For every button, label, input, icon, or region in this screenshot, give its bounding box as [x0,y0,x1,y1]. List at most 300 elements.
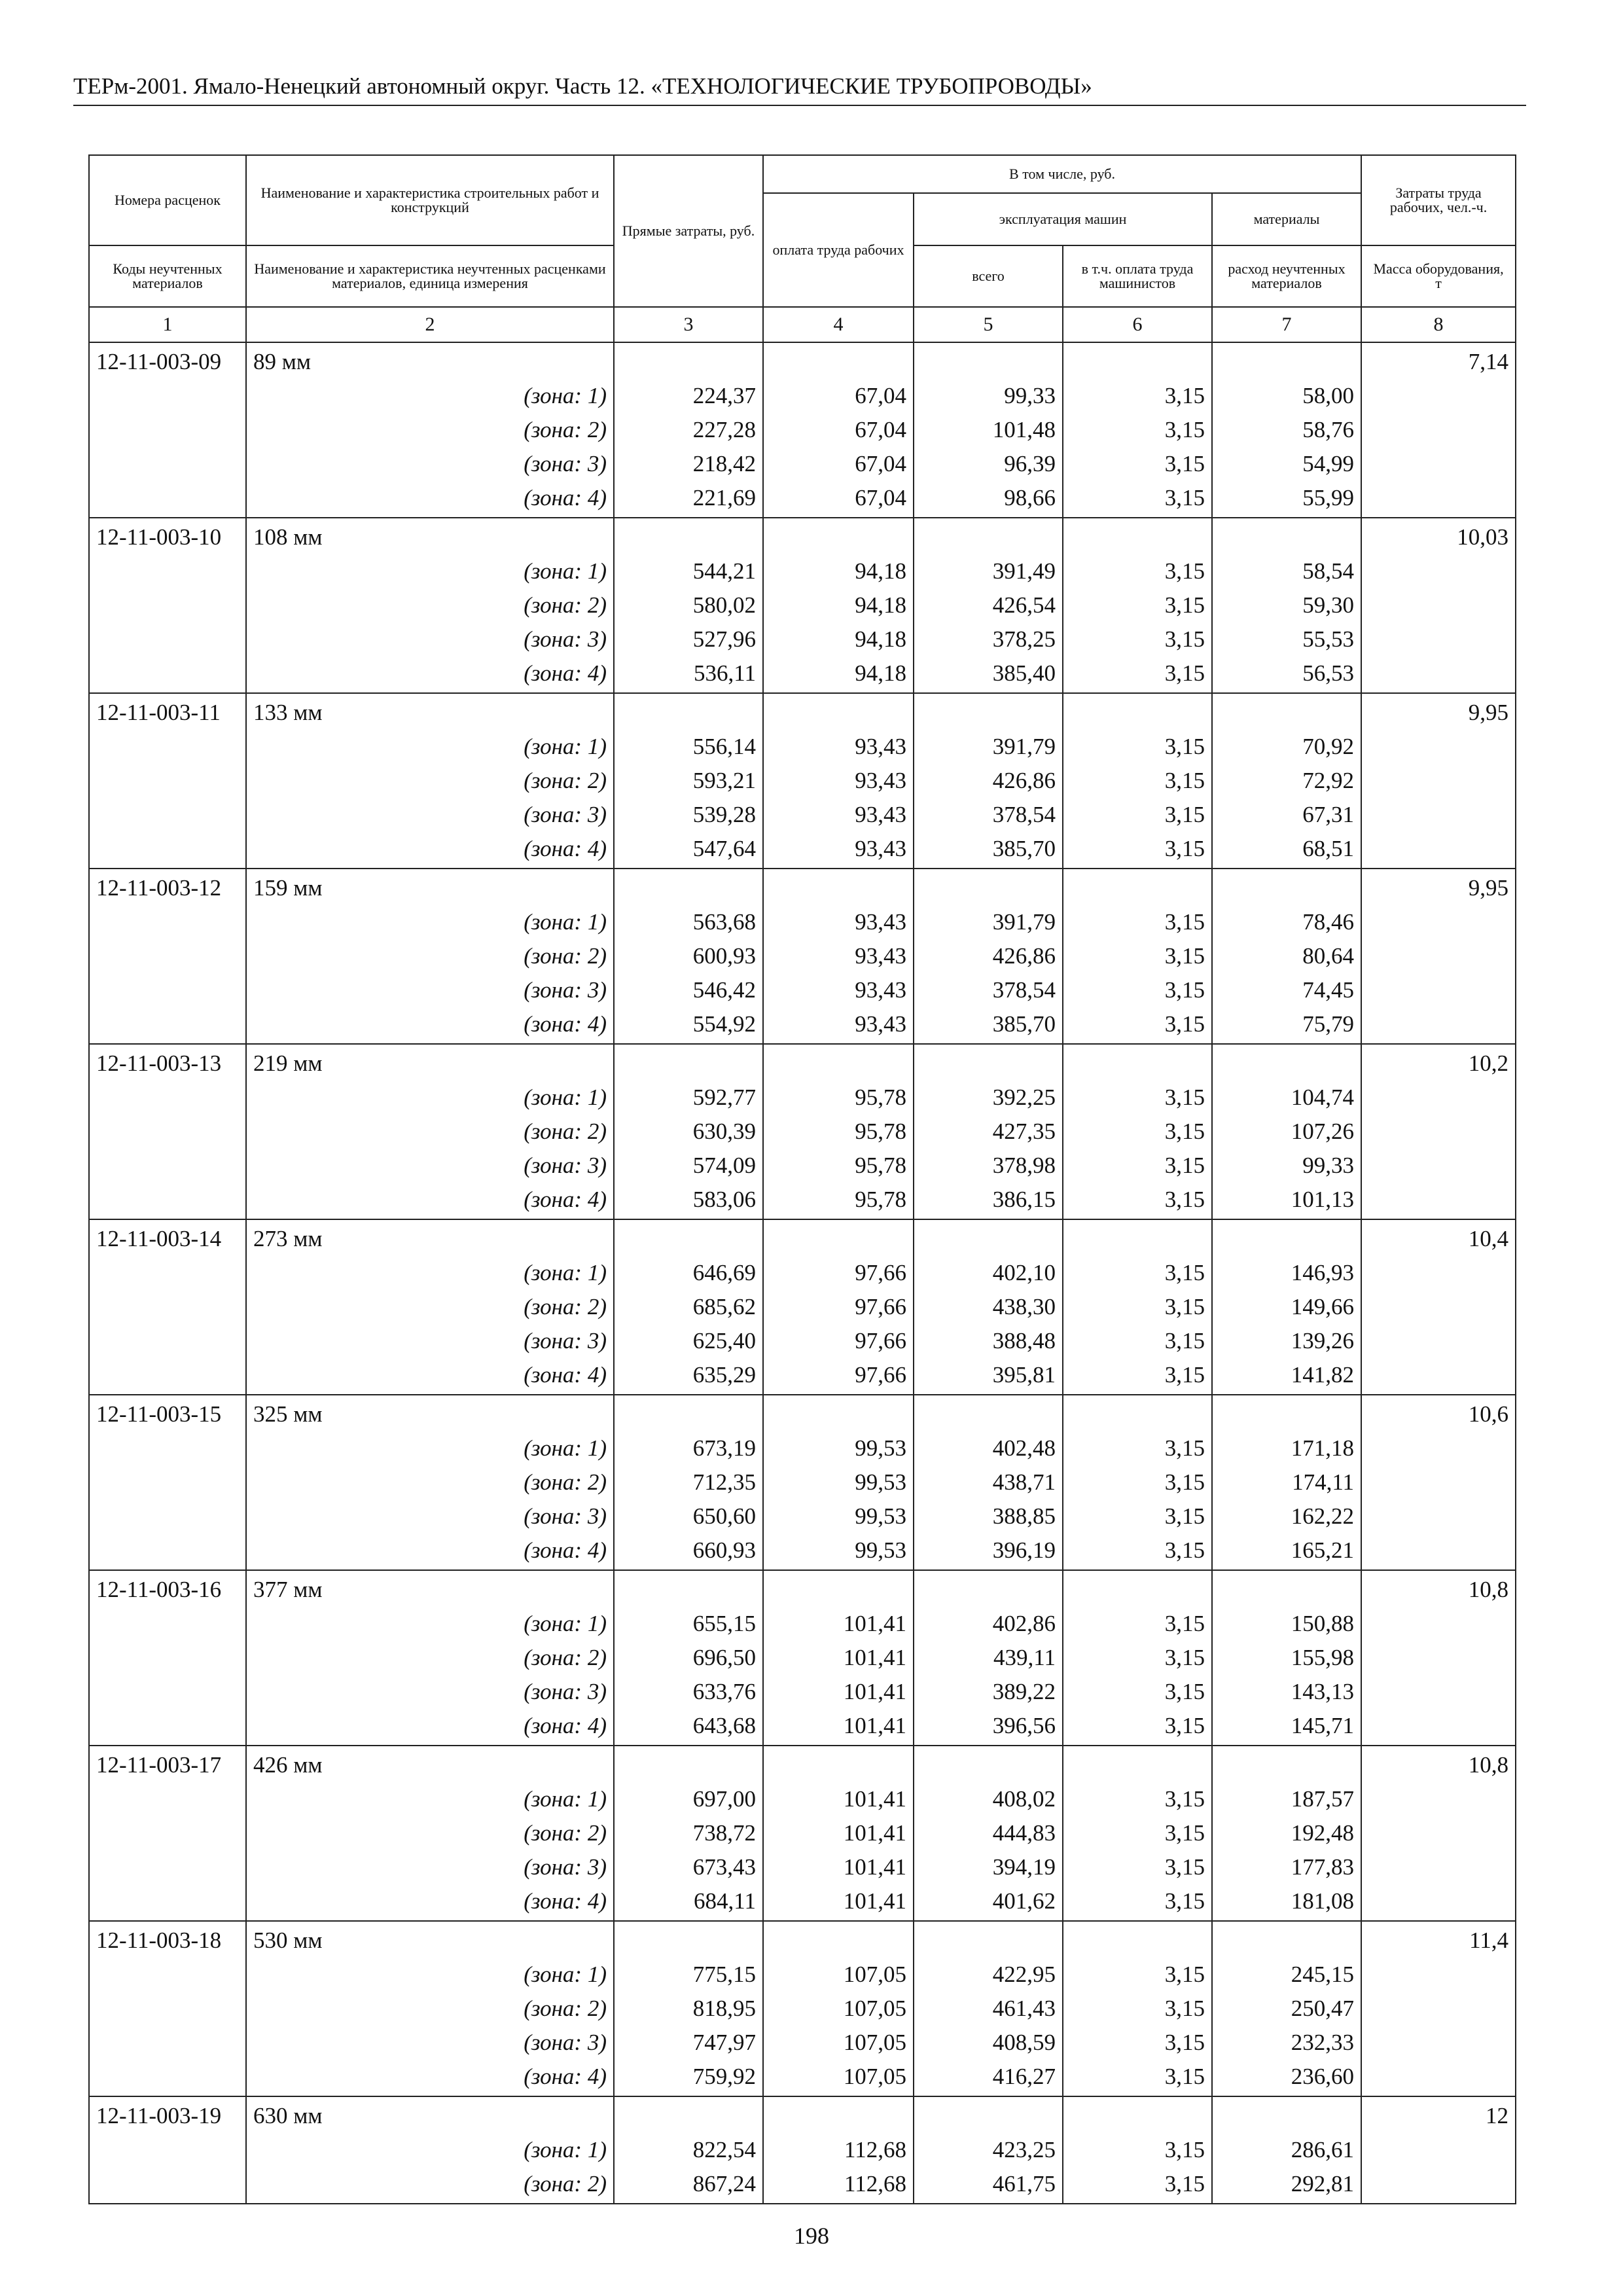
zone-label: (зона: 4) [524,1011,607,1037]
materials-cost: 236,60 [1291,2064,1355,2089]
direct-cost: 600,93 [692,943,756,969]
materials-cost: 165,21 [1291,1537,1355,1563]
header-equipment-mass: Масса оборудования, т [1361,245,1516,307]
direct-cost: 592,77 [692,1085,756,1110]
materials-cost: 58,54 [1302,558,1355,584]
machines-cost-cell [914,869,1063,1044]
spacer-line [1070,1222,1205,1256]
machines-wage-cost-cell [1063,1746,1212,1921]
zone-label: (зона: 2) [524,592,607,618]
column-number: 3 [614,307,763,342]
materials-cost: 70,92 [1302,734,1355,759]
pipe-diameter: 108 мм [253,524,323,550]
spacer-line [921,1047,1056,1081]
materials-cost: 292,81 [1291,2171,1355,2197]
machines-wage-cost: 3,15 [1164,592,1205,618]
pipe-diameter: 219 мм [253,1050,323,1076]
direct-cost: 867,24 [692,2171,756,2197]
machines-cost-cell [914,1219,1063,1395]
zone-label: (зона: 2) [524,1469,607,1495]
header-machines: эксплуатация машин [914,193,1212,245]
machines-wage-cost: 3,15 [1164,1119,1205,1144]
materials-cost: 245,15 [1291,1962,1355,1987]
rate-group-row [89,2096,1516,2204]
wage-cost: 107,05 [843,1996,906,2021]
machines-cost: 385,70 [992,836,1056,861]
zone-label: (зона: 4) [524,2064,607,2089]
rate-code: 12-11-003-15 [96,1401,222,1427]
machines-wage-cost: 3,15 [1164,2030,1205,2055]
machines-wage-cost: 3,15 [1164,1260,1205,1285]
materials-cost: 141,82 [1291,1362,1355,1388]
materials-cost: 58,76 [1302,417,1355,442]
pipe-diameter: 530 мм [253,1928,323,1953]
wage-cost: 99,53 [855,1537,906,1563]
spacer-line [770,1222,906,1256]
direct-cost: 775,15 [692,1962,756,1987]
wage-cost-cell [763,518,914,693]
rate-code: 12-11-003-10 [96,524,222,550]
wage-cost: 93,43 [855,768,906,793]
materials-cost: 67,31 [1302,802,1355,827]
spacer-line [621,345,756,379]
zone-label: (зона: 3) [524,451,607,476]
spacer-line [1219,1573,1354,1607]
labor-cost: 10,4 [1468,1226,1509,1251]
work-description-cell [246,1746,614,1921]
spacer-line [1070,1573,1205,1607]
pipe-diameter: 377 мм [253,1577,323,1602]
rate-code-cell [89,1395,246,1570]
spacer-line [1070,345,1205,379]
wage-cost-cell [763,2096,914,2204]
machines-wage-cost: 3,15 [1164,417,1205,442]
header-materials: материалы [1212,193,1361,245]
wage-cost: 93,43 [855,977,906,1003]
machines-cost: 416,27 [992,2064,1056,2089]
machines-wage-cost-cell [1063,518,1212,693]
materials-cost: 107,26 [1291,1119,1355,1144]
spacer-line [1070,696,1205,730]
spacer-line [621,1047,756,1081]
materials-cost: 143,13 [1291,1679,1355,1704]
spacer-line [1070,1924,1205,1958]
zone-label: (зона: 4) [524,1362,607,1388]
machines-cost: 394,19 [992,1854,1056,1880]
direct-cost: 685,62 [692,1294,756,1319]
machines-cost: 408,59 [992,2030,1056,2055]
zone-label: (зона: 1) [524,1786,607,1812]
spacer-line [1219,1222,1354,1256]
spacer-line [921,1573,1056,1607]
materials-cost-cell [1212,1395,1361,1570]
wage-cost: 67,04 [855,383,906,408]
machines-wage-cost: 3,15 [1164,626,1205,652]
pipe-diameter: 133 мм [253,700,323,725]
rate-group-row [89,518,1516,693]
pipe-diameter: 325 мм [253,1401,323,1427]
header-wage: оплата труда рабочих [763,193,914,307]
materials-cost: 192,48 [1291,1820,1355,1846]
machines-cost: 426,54 [992,592,1056,618]
materials-cost-cell [1212,1570,1361,1746]
zone-label: (зона: 4) [524,485,607,511]
machines-wage-cost-cell [1063,2096,1212,2204]
machines-wage-cost: 3,15 [1164,1328,1205,1354]
materials-cost: 101,13 [1291,1187,1355,1212]
wage-cost-cell [763,1219,914,1395]
wage-cost: 101,41 [843,1611,906,1636]
wage-cost: 101,41 [843,1645,906,1670]
zone-label: (зона: 3) [524,1503,607,1529]
materials-cost: 286,61 [1291,2137,1355,2162]
spacer-line [770,696,906,730]
machines-wage-cost: 3,15 [1164,1820,1205,1846]
zone-label: (зона: 4) [524,1187,607,1212]
rate-code: 12-11-003-09 [96,349,222,374]
spacer-line [770,1748,906,1782]
zone-label: (зона: 1) [524,1260,607,1285]
rate-group-row [89,869,1516,1044]
machines-cost: 385,40 [992,660,1056,686]
machines-wage-cost: 3,15 [1164,1011,1205,1037]
direct-cost: 696,50 [692,1645,756,1670]
machines-wage-cost: 3,15 [1164,977,1205,1003]
materials-cost: 99,33 [1302,1153,1355,1178]
machines-cost-cell [914,693,1063,869]
wage-cost: 99,53 [855,1503,906,1529]
pipe-diameter: 159 мм [253,875,323,901]
wage-cost: 93,43 [855,734,906,759]
direct-cost: 650,60 [692,1503,756,1529]
machines-wage-cost: 3,15 [1164,1996,1205,2021]
wage-cost-cell [763,1044,914,1219]
machines-wage-cost: 3,15 [1164,1469,1205,1495]
rate-group-row [89,1395,1516,1570]
spacer-line [921,2099,1056,2133]
spacer-line [1219,1924,1354,1958]
column-number: 1 [89,307,246,342]
materials-cost: 146,93 [1291,1260,1355,1285]
direct-cost: 697,00 [692,1786,756,1812]
machines-cost: 98,66 [1004,485,1056,511]
labor-cost-cell [1361,1921,1516,2096]
spacer-line [1070,2099,1205,2133]
direct-cost: 759,92 [692,2064,756,2089]
zone-label: (зона: 3) [524,977,607,1003]
wage-cost: 107,05 [843,2030,906,2055]
rate-code-cell [89,1921,246,2096]
machines-wage-cost: 3,15 [1164,1085,1205,1110]
direct-cost: 712,35 [692,1469,756,1495]
direct-cost: 646,69 [692,1260,756,1285]
spacer-line [621,1397,756,1431]
spacer-line [921,1924,1056,1958]
materials-cost: 145,71 [1291,1713,1355,1738]
zone-label: (зона: 2) [524,768,607,793]
machines-wage-cost: 3,15 [1164,2171,1205,2197]
materials-cost-cell [1212,693,1361,869]
spacer-line [621,2099,756,2133]
direct-cost: 660,93 [692,1537,756,1563]
materials-cost: 139,26 [1291,1328,1355,1354]
machines-cost-cell [914,1395,1063,1570]
wage-cost-cell [763,869,914,1044]
wage-cost: 67,04 [855,485,906,511]
materials-cost: 232,33 [1291,2030,1355,2055]
spacer-line [1219,520,1354,554]
machines-cost: 96,39 [1004,451,1056,476]
labor-cost: 10,8 [1468,1752,1509,1778]
machines-cost: 426,86 [992,943,1056,969]
rate-code: 12-11-003-11 [96,700,221,725]
machines-cost: 391,49 [992,558,1056,584]
machines-wage-cost: 3,15 [1164,1786,1205,1812]
materials-cost: 162,22 [1291,1503,1355,1529]
zone-label: (зона: 3) [524,1328,607,1354]
direct-cost: 536,11 [694,660,756,686]
materials-cost-cell [1212,1219,1361,1395]
spacer-line [1219,871,1354,905]
direct-cost: 822,54 [692,2137,756,2162]
direct-cost: 563,68 [692,909,756,935]
machines-wage-cost-cell [1063,1044,1212,1219]
header-work-description: Наименование и характеристика строительных работ и конструкций [246,155,614,245]
labor-cost: 7,14 [1468,349,1509,374]
machines-cost: 101,48 [992,417,1056,442]
machines-cost: 385,70 [992,1011,1056,1037]
spacer-line [770,345,906,379]
zone-label: (зона: 3) [524,1153,607,1178]
rate-code: 12-11-003-17 [96,1752,222,1778]
spacer-line [921,871,1056,905]
labor-cost-cell [1361,1044,1516,1219]
header-machines-wage: в т.ч. оплата труда машинистов [1063,245,1212,307]
machines-wage-cost: 3,15 [1164,383,1205,408]
machines-wage-cost: 3,15 [1164,1611,1205,1636]
direct-cost: 527,96 [692,626,756,652]
direct-cost: 227,28 [692,417,756,442]
spacer-line [621,871,756,905]
wage-cost: 101,41 [843,1820,906,1846]
materials-cost: 149,66 [1291,1294,1355,1319]
direct-cost-cell [614,1044,763,1219]
zone-label: (зона: 3) [524,1679,607,1704]
machines-wage-cost: 3,15 [1164,802,1205,827]
work-description-cell [246,1921,614,2096]
spacer-line [1070,871,1205,905]
rate-group-row [89,1570,1516,1746]
machines-wage-cost: 3,15 [1164,2137,1205,2162]
rate-code-cell [89,1570,246,1746]
direct-cost: 221,69 [692,485,756,511]
materials-cost: 59,30 [1302,592,1355,618]
machines-wage-cost: 3,15 [1164,1153,1205,1178]
column-numbers-row [89,307,1516,342]
materials-cost: 150,88 [1291,1611,1355,1636]
materials-cost-cell [1212,1921,1361,2096]
machines-wage-cost: 3,15 [1164,1888,1205,1914]
direct-cost-cell [614,1219,763,1395]
machines-cost: 438,30 [992,1294,1056,1319]
pipe-diameter: 89 мм [253,349,312,374]
materials-cost: 181,08 [1291,1888,1355,1914]
machines-cost: 461,43 [992,1996,1056,2021]
machines-cost: 378,98 [992,1153,1056,1178]
rate-code-cell [89,1219,246,1395]
materials-cost-cell [1212,1044,1361,1219]
spacer-line [1219,1748,1354,1782]
wage-cost: 94,18 [855,626,906,652]
spacer-line [770,2099,906,2133]
machines-cost: 378,54 [992,802,1056,827]
rate-code: 12-11-003-16 [96,1577,222,1602]
machines-wage-cost: 3,15 [1164,1854,1205,1880]
labor-cost-cell [1361,518,1516,693]
machines-cost-cell [914,1746,1063,1921]
rate-group-row [89,1746,1516,1921]
machines-cost: 423,25 [992,2137,1056,2162]
machines-wage-cost: 3,15 [1164,1187,1205,1212]
machines-wage-cost: 3,15 [1164,1294,1205,1319]
wage-cost-cell [763,1395,914,1570]
spacer-line [921,1748,1056,1782]
labor-cost: 10,03 [1457,524,1509,550]
column-number: 5 [914,307,1063,342]
machines-wage-cost: 3,15 [1164,1435,1205,1461]
machines-wage-cost: 3,15 [1164,1362,1205,1388]
materials-cost: 68,51 [1302,836,1355,861]
machines-cost: 396,19 [992,1537,1056,1563]
materials-cost: 80,64 [1302,943,1355,969]
direct-cost-cell [614,518,763,693]
direct-cost: 224,37 [692,383,756,408]
direct-cost: 738,72 [692,1820,756,1846]
spacer-line [921,696,1056,730]
labor-cost: 10,6 [1468,1401,1509,1427]
direct-cost: 556,14 [692,734,756,759]
machines-cost: 378,54 [992,977,1056,1003]
spacer-line [621,1222,756,1256]
direct-cost: 539,28 [692,802,756,827]
direct-cost: 747,97 [692,2030,756,2055]
wage-cost-cell [763,342,914,518]
direct-cost: 818,95 [692,1996,756,2021]
machines-cost-cell [914,342,1063,518]
header-materials-consumption: расход неучтенных материалов [1212,245,1361,307]
labor-cost-cell [1361,342,1516,518]
labor-cost: 9,95 [1468,875,1509,901]
zone-label: (зона: 3) [524,2030,607,2055]
direct-cost: 655,15 [692,1611,756,1636]
wage-cost: 93,43 [855,909,906,935]
wage-cost: 94,18 [855,592,906,618]
labor-cost-cell [1361,1570,1516,1746]
rate-code-cell [89,342,246,518]
column-number: 4 [763,307,914,342]
work-description-cell [246,1570,614,1746]
rate-group-row [89,1921,1516,2096]
labor-cost-cell [1361,1395,1516,1570]
spacer-line [921,345,1056,379]
work-description-cell [246,518,614,693]
zone-label: (зона: 1) [524,1611,607,1636]
machines-cost-cell [914,1921,1063,2096]
spacer-line [1219,1397,1354,1431]
rate-code: 12-11-003-18 [96,1928,222,1953]
wage-cost-cell [763,1746,914,1921]
labor-cost: 10,2 [1468,1050,1509,1076]
table-header [89,155,1516,342]
labor-cost-cell [1361,1219,1516,1395]
wage-cost: 99,53 [855,1469,906,1495]
machines-cost-cell [914,1570,1063,1746]
direct-cost: 593,21 [692,768,756,793]
table-body [89,342,1516,2204]
materials-cost: 54,99 [1302,451,1355,476]
materials-cost-cell [1212,1746,1361,1921]
machines-cost: 444,83 [992,1820,1056,1846]
direct-cost: 630,39 [692,1119,756,1144]
direct-cost: 643,68 [692,1713,756,1738]
page-number: 198 [794,2223,829,2249]
rate-group-row [89,1219,1516,1395]
materials-cost: 55,53 [1302,626,1355,652]
wage-cost: 101,41 [843,1888,906,1914]
machines-cost: 401,62 [992,1888,1056,1914]
wage-cost: 99,53 [855,1435,906,1461]
machines-wage-cost-cell [1063,342,1212,518]
wage-cost: 95,78 [855,1187,906,1212]
machines-cost: 99,33 [1004,383,1056,408]
wage-cost: 107,05 [843,2064,906,2089]
spacer-line [1219,345,1354,379]
work-description-cell [246,1044,614,1219]
machines-wage-cost: 3,15 [1164,558,1205,584]
machines-cost: 402,10 [992,1260,1056,1285]
machines-wage-cost: 3,15 [1164,1537,1205,1563]
wage-cost-cell [763,693,914,869]
direct-cost: 684,11 [694,1888,756,1914]
direct-cost: 580,02 [692,592,756,618]
machines-cost-cell [914,518,1063,693]
header-labor-costs: Затраты труда рабочих, чел.-ч. [1361,155,1516,245]
work-description-cell [246,1395,614,1570]
labor-cost-cell [1361,869,1516,1044]
header-including: В том числе, руб. [763,155,1361,193]
wage-cost: 67,04 [855,417,906,442]
wage-cost: 93,43 [855,1011,906,1037]
direct-cost: 633,76 [692,1679,756,1704]
spacer-line [621,1573,756,1607]
machines-wage-cost: 3,15 [1164,1503,1205,1529]
zone-label: (зона: 4) [524,1888,607,1914]
machines-wage-cost: 3,15 [1164,836,1205,861]
machines-wage-cost: 3,15 [1164,660,1205,686]
materials-cost: 72,92 [1302,768,1355,793]
machines-cost: 388,85 [992,1503,1056,1529]
zone-label: (зона: 1) [524,383,607,408]
machines-wage-cost-cell [1063,693,1212,869]
materials-cost-cell [1212,342,1361,518]
wage-cost: 101,41 [843,1854,906,1880]
machines-cost: 438,71 [992,1469,1056,1495]
direct-cost-cell [614,1921,763,2096]
direct-cost-cell [614,869,763,1044]
labor-cost: 10,8 [1468,1577,1509,1602]
direct-cost: 546,42 [692,977,756,1003]
direct-cost: 635,29 [692,1362,756,1388]
